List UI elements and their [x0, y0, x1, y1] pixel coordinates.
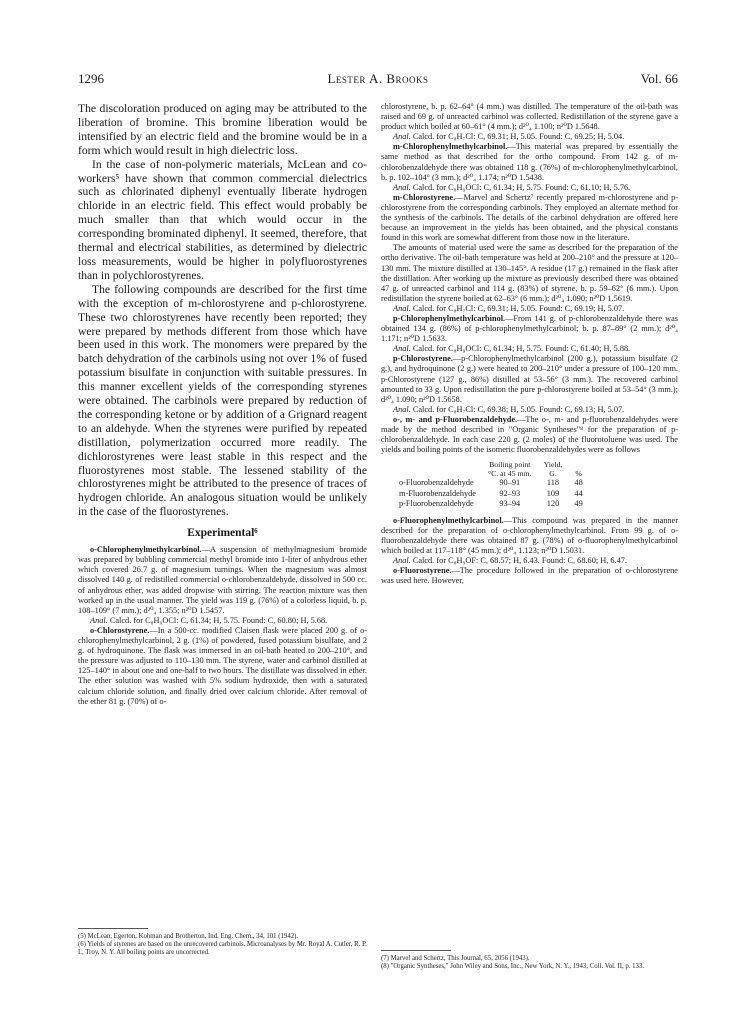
- table-row: [393, 489, 589, 500]
- compound-title: o-Chlorostyrene.: [90, 625, 150, 635]
- table-cell: p-Fluorobenzaldehyde: [399, 499, 474, 509]
- compound-title: m-Chlorophenylmethylcarbinol.: [393, 142, 508, 152]
- table-row: [393, 499, 589, 510]
- experimental-heading: Experimental⁶: [187, 527, 258, 540]
- compound-title: o-, m- and p-Fluorobenzaldehyde.: [393, 414, 518, 424]
- footnote: (7) Marvel and Schertz, This Journal, 65, 2056 (1943).: [381, 955, 530, 962]
- table-cell: 48: [574, 478, 583, 488]
- footnote: (6) Yields of styrenes are based on the unrecovered carbinols. Microanalyses by Mr. Royal A. Cutler, R. P. I., Troy, N. Y. All boiling points are uncorrected.: [78, 941, 367, 957]
- anal-values: Calcd. for C₈H₉OCl: C, 61.34; H, 5.75. Found: C, 61.40; H, 5.88.: [412, 344, 631, 354]
- table-cell: 49: [574, 499, 583, 509]
- anal-values: Calcd. for C₈H₇Cl: C, 69.31; H, 5.05. Found: C, 69.19; H, 5.07.: [412, 303, 625, 313]
- paragraph: [381, 415, 678, 455]
- paragraph: [381, 516, 678, 556]
- experimental-text: [78, 545, 367, 707]
- anal-label: Anal.: [393, 182, 411, 192]
- left-column: [78, 102, 367, 707]
- analysis-line: [381, 304, 678, 314]
- right-footnotes: [381, 950, 678, 971]
- paragraph: The amounts of material used were the same as described for the preparation of the ortho derivative. The oil-bath temperature was held at 200–210° and the pressure at 120–130 mm. The mixture distilled at 130–145°. A residue (17 g.) remained in the flask after the distillation. After working up the mixture as previously described there was obtained 47 g. of unreacted carbinol and 114 g. (83%) of styrene, b. p. 59–62° (6 mm.). Upon redistillation the styrene boiled at 62–63° (6 mm.); d²⁰₄ 1.090; n²⁰D 1.5619.: [381, 243, 678, 303]
- compound-title: o-Fluorophenylmethylcarbinol.: [393, 515, 504, 525]
- table-cell: 92–93: [499, 488, 521, 498]
- procedure-text: —p-Chlorophenylmethylcarbinol (200 g.), potassium bisulfate (2 g.), and hydroquinone (2 g.) were heated to 200–210° under a pressure of 100–120 mm. p-Chlorostyrene (127 g., 86%) distilled at 53–56° (3 mm.). The recovered carbinol amounted to 33 g. Upon redistillation the pure p-chlorostyrene boiled at 53–54° (3 mm.); d²⁰₄ 1.090; n²⁰D 1.5658.: [381, 354, 678, 404]
- paragraph: [78, 626, 367, 707]
- paragraph: [78, 545, 367, 616]
- table-header: Yield, G.: [543, 460, 563, 478]
- procedure-text: —This compound was prepared in the manner described for the preparation of o-chlorophenylmethylcarbinol. From 99 g. of o-fluorobenzaldehyde there was obtained 87 g. (78%) of o-fluorophenylmethylcarbinol which boiled at 117–118° (45 mm.); d²⁰₄ 1.123; n²⁰D 1.5031.: [381, 515, 678, 556]
- volume-label: Vol. 66: [640, 71, 678, 86]
- analysis-line: [381, 405, 678, 415]
- paragraph: [381, 142, 678, 182]
- procedure-text: —This material was prepared by essentially the same method as that described for the ortho compound. From 142 g. of m-chlorobenzaldehyde there was obtained 118 g. (76%) of m-chlorophenylmethylcarbinol, b. p. 102–104° (3 mm.); d²⁰₄ 1.174; n²⁰D 1.5438.: [381, 142, 678, 182]
- right-column: [381, 102, 678, 586]
- analysis-line: [381, 132, 678, 142]
- anal-label: Anal.: [393, 303, 411, 313]
- footnote-rule: [78, 928, 148, 929]
- analysis-line: [381, 344, 678, 354]
- page-header: [78, 71, 678, 91]
- table-cell: 118: [546, 478, 560, 488]
- compound-title: o-Fluorostyrene.: [393, 566, 452, 576]
- procedure-text: —From 141 g. of p-chlorobenzaldehyde there was obtained 134 g. (86%) of p-chlorophenylmethylcarbinol; b. p. 87–89° (2 mm.); d²⁰₄ 1.171; n²⁰D 1.5633.: [381, 313, 678, 344]
- footnote: (5) McLean, Egerton, Kohman and Brotherton, Ind. Eng. Chem., 34, 101 (1942).: [78, 933, 299, 940]
- paragraph: The following compounds are described for the first time with the exception of m-chlorostyrene and p-chlorostyrene. These two chlorostyrenes have recently been reported; they were prepared by methods different from those which have been used in this work. The monomers were prepared by the batch dehydration of the carbinols using not over 1% of fused potassium bisulfate in conjunction with suitable pressures. In this manner excellent yields of the corresponding styrenes were obtained. The carbinols were prepared by reduction of the corresponding ketone or by addition of a Grignard reagent to an aldehyde. When the styrenes were purified by repeated distillation, polymerization occurred more readily. The dichlorostyrenes were least stable in this respect and the fluorostyrenes most stable. The lessened stability of the chlorostyrenes might be attributed to the presence of traces of hydrogen chloride. An analogous situation would be unlikely in the case of the fluorostyrenes.: [78, 282, 367, 519]
- anal-label: Anal.: [393, 344, 411, 354]
- page-number: 1296: [78, 71, 104, 86]
- table-cell: 120: [546, 499, 560, 509]
- paragraph: In the case of non-polymeric materials, McLean and co-workers⁵ have shown that common commercial dielectrics such as chlorinated diphenyl eventually liberate hydrogen chloride in an electric field. This effect would probably be much smaller than that which would occur in the corresponding brominated diphenyl. It seemed, therefore, that thermal and electrical stabilities, as determined by dielectric loss measurements, would be higher in polyfluorostyrenes than in polychlorostyrenes.: [78, 157, 367, 282]
- paragraph: [381, 193, 678, 243]
- anal-values: Calcd. for C₈H₇Cl: C, 69.38; H, 5.05. Found: C, 69.13; H, 5.07.: [412, 404, 625, 414]
- table-cell: o-Fluorobenzaldehyde: [399, 478, 474, 488]
- footnote: (8) "Organic Syntheses," John Wiley and Sons, Inc., New York, N. Y., 1943, Coll. Vol. II, p. 133.: [381, 963, 645, 971]
- table-header: Boiling point °C. at 45 mm.: [487, 460, 532, 478]
- table-cell: 44: [574, 488, 583, 498]
- anal-values: Calcd. for C₈H₇Cl: C, 69.31; H, 5.05. Found: C, 69.25; H, 5.04.: [412, 132, 625, 142]
- analysis-line: [78, 616, 367, 626]
- procedure-text: —In a 500-cc. modified Claisen flask were placed 200 g. of o-chlorophenylmethylcarbinol, 2 g. (1%) of powdered, fused potassium bisulfate, and 2 g. of hydroquinone. The flask was immersed in an oil-bath heated to 200–210°, and the pressure was adjusted to 110–130 mm. The styrene, water and carbinol distilled at 125–140° in about one and one-half to two hours. The distillate was dissolved in ether. The ether solution was washed with 5% sodium hydroxide, then with a saturated calcium chloride solution, and finally dried over calcium chloride. After removal of the ether 81 g. (70%) of o-: [78, 625, 367, 706]
- anal-values: Calcd. for C₈H₉OCl: C, 61.34; H, 5.75. Found: C, 61.10; H, 5.76.: [412, 182, 631, 192]
- anal-values: Calcd. for C₈H₉OF: C, 68.57; H, 6.43. Found: C, 68.60; H, 6.47.: [412, 556, 627, 566]
- footnote-rule: [381, 950, 451, 951]
- paragraph: [381, 314, 678, 344]
- anal-label: Anal.: [393, 404, 411, 414]
- compound-title: p-Chlorophenylmethylcarbinol.: [393, 313, 506, 323]
- anal-label: Anal.: [393, 556, 411, 566]
- intro-text: [78, 102, 367, 519]
- procedure-text: —The o-, m- and p-fluorobenzaldehydes were made by the method described in "Organic Syntheses"⁸ for the preparation of p-chlorobenzaldehyde. In each case 220 g. (2 moles) of the fluorotoluene was used. The yields and boiling points of the isomeric fluorobenzaldehydes were as follows: [381, 414, 678, 455]
- compound-title: m-Chlorostyrene.: [393, 192, 456, 202]
- boiling-point-table: [393, 461, 589, 510]
- running-author: Lester A. Brooks: [327, 71, 429, 86]
- paragraph: [381, 354, 678, 404]
- table-cell: m-Fluorobenzaldehyde: [399, 488, 476, 498]
- table-row: [393, 478, 589, 489]
- procedure-text: —Marvel and Schertz⁷ recently prepared m-chlorostyrene and p-chlorostyrene from the corresponding carbinols. They employed an alternate method for the synthesis of the carbinols. The details of the carbinol dehydration are offered here because an improvement in the yields has been obtained, and the physical constants found in this work are somewhat different from those now in the literature.: [381, 192, 678, 243]
- paragraph: [381, 566, 678, 586]
- anal-values: Calcd. for C₈H₉OCl: C, 61.34; H, 5.75. Found: C, 60.80; H, 5.68.: [109, 615, 328, 625]
- procedure-text: —A suspension of methylmagnesium bromide was prepared by bubbling commercial methyl bromide into 1-liter of anhydrous ether which covered 26.7 g. of magnesium turnings. When the magnesium was almost dissolved 140 g. of redistilled commercial o-chlorobenzaldehyde, dissolved in 500 cc. of anhydrous ether, was added dropwise with stirring. The reaction mixture was then worked up in the usual manner. The yield was 119 g. (76%) of a colorless liquid, b. p. 108–109° (7 mm.); d²⁰₄ 1.355; n²⁰D 1.5457.: [78, 545, 367, 615]
- paragraph: The discoloration produced on aging may be attributed to the liberation of bromine. This bromine liberation would be intensified by an electric field and the bromine would be in a form which would result in high dielectric loss.: [78, 102, 367, 157]
- table-cell: 93–94: [499, 499, 521, 509]
- analysis-line: [381, 556, 678, 566]
- anal-label: Anal.: [90, 615, 108, 625]
- analysis-line: [381, 183, 678, 193]
- compound-title: o-Chlorophenylmethylcarbinol.: [90, 545, 202, 555]
- table-cell: 109: [546, 488, 560, 498]
- left-footnotes: [78, 928, 367, 958]
- table-header-row: [393, 461, 589, 478]
- table-header: %: [575, 468, 582, 478]
- table-cell: 90–91: [499, 478, 521, 488]
- compound-title: p-Chlorostyrene.: [393, 354, 453, 364]
- anal-label: Anal.: [393, 132, 411, 142]
- paragraph: chlorostyrene, b. p. 62–64° (4 mm.) was distilled. The temperature of the oil-bath was raised and 69 g. of unreacted carbinol was collected. Redistillation of the styrene gave a product which boiled at 60–61° (4 mm.); d²⁰₄ 1.100; n²⁰D 1.5648.: [381, 102, 678, 132]
- procedure-text: —The procedure followed in the preparation of o-chlorostyrene was used here. However,: [381, 566, 678, 586]
